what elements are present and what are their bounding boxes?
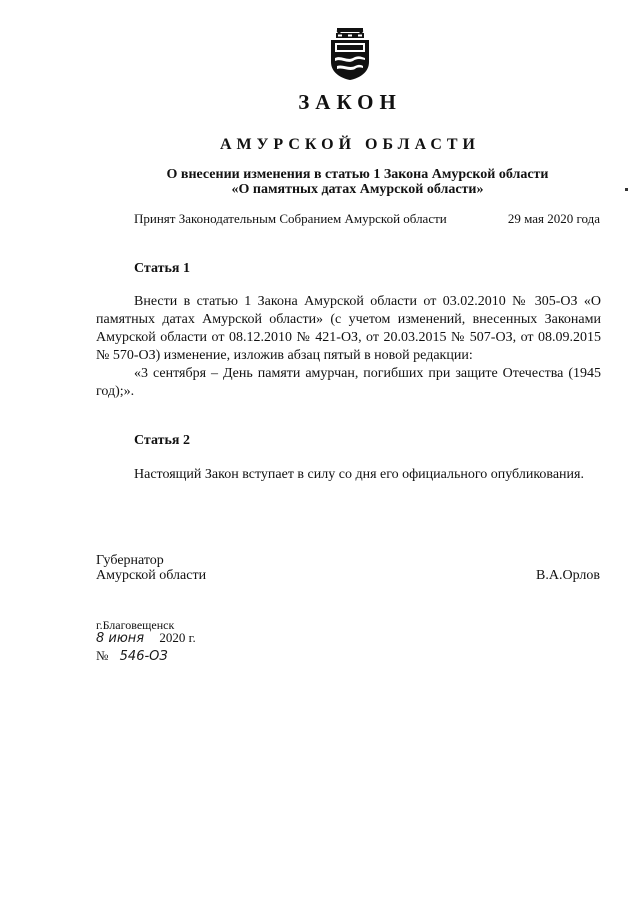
signatory-title: [96, 553, 206, 583]
coat-of-arms-icon: [327, 28, 373, 80]
subtitle-line-2: «О памятных датах Амурской области»: [231, 182, 484, 197]
article-2-heading: Статья 2: [134, 433, 190, 448]
signatory-title-line-2: Амурской области: [96, 568, 207, 583]
article-1-heading: Статья 1: [134, 261, 190, 276]
article-2-body: [96, 466, 601, 484]
handwritten-date: 8 июня: [96, 631, 145, 646]
handwritten-law-number: 546-ОЗ: [119, 649, 168, 664]
adoption-text: Принят Законодательным Собранием Амурской области: [134, 211, 447, 226]
signing-city: г.Благовещенск: [96, 618, 175, 632]
law-title: ЗАКОН: [298, 90, 402, 114]
signatory-name: В.А.Орлов: [536, 568, 600, 583]
article-1-body: [96, 293, 601, 401]
law-number-prefix: №: [96, 648, 109, 663]
article-2-paragraph-1: Настоящий Закон вступает в силу со дня его официального опубликования.: [134, 467, 584, 482]
law-number: [96, 648, 168, 664]
article-1-paragraph-2: «3 сентября – День памяти амурчан, погибших при защите Отечества (1945 год);».: [96, 366, 601, 399]
signing-year: 2020 г.: [159, 630, 196, 645]
region-title: АМУРСКОЙ ОБЛАСТИ: [220, 136, 480, 153]
signatory-title-line-1: Губернатор: [96, 553, 164, 568]
adoption-date: 29 мая 2020 года: [507, 211, 600, 226]
law-subtitle: [0, 167, 640, 197]
article-1-paragraph-1: Внести в статью 1 Закона Амурской области от 03.02.2010 № 305-ОЗ «О памятных датах Амурской области» (с учетом изменений, внесенных Законами Амурской области от 08.12.2010 № 421-ОЗ, от 20.03.2015 № 507-ОЗ, от 08.09.2015 № 570-ОЗ) изменение, изложив абзац пятый в новой редакции:: [96, 294, 601, 363]
scan-speck: [625, 188, 628, 191]
signing-date: [96, 630, 196, 646]
subtitle-line-1: О внесении изменения в статью 1 Закона Амурской области: [166, 167, 549, 182]
